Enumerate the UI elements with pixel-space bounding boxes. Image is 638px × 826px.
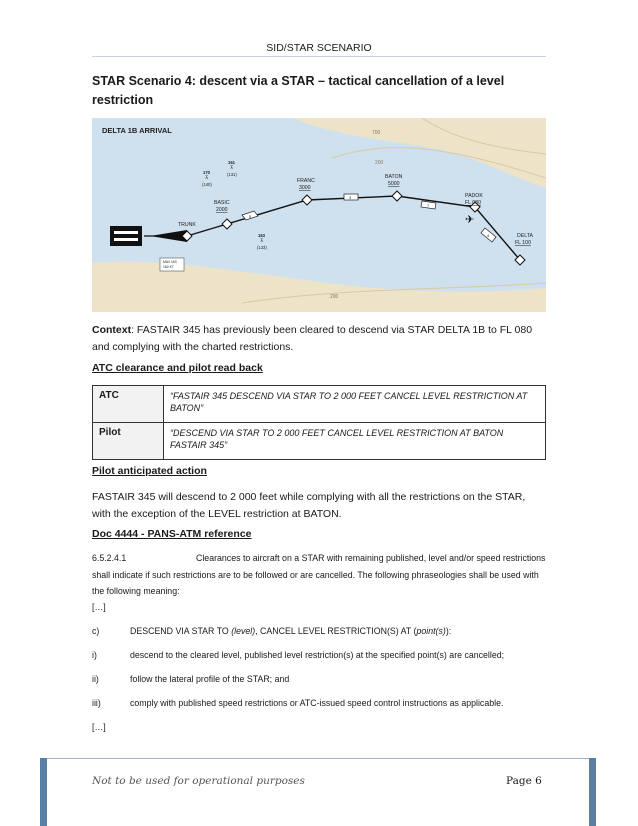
spot-height (257, 233, 267, 250)
ellipsis: […] (92, 602, 106, 612)
svg-text:FL 080: FL 080 (465, 200, 481, 206)
role-cell: ATC (93, 386, 164, 423)
pilot-action-text: FASTAIR 345 will descend to 2 000 feet while complying with all the restrictions on the STAR, with the exception of the LEVEL restriction at BATON. (92, 491, 526, 520)
svg-text:⊼: ⊼ (205, 175, 209, 180)
svg-text:170: 170 (203, 170, 210, 175)
fix-franc (297, 178, 315, 205)
phrase-cell: “FASTAIR 345 DESCEND VIA STAR TO 2 000 FEET CANCEL LEVEL RESTRICTION AT BATON” (164, 386, 546, 423)
spot-height (227, 160, 237, 177)
page-header: SID/STAR SCENARIO (266, 42, 372, 54)
context-paragraph (92, 322, 542, 355)
svg-text:DELTA: DELTA (517, 233, 533, 239)
fix-delta (515, 233, 533, 265)
footer-divider (40, 758, 596, 759)
svg-text:BASIC: BASIC (214, 200, 230, 206)
footer-bar-left (40, 758, 47, 826)
ellipsis: […] (92, 722, 106, 732)
svg-text:4: 4 (487, 233, 490, 238)
star-chart (92, 118, 546, 312)
list-key: c) (92, 626, 100, 636)
svg-text:3: 3 (349, 195, 352, 200)
spot-height (202, 170, 212, 187)
reference-number: 6.5.2.4.1 (92, 553, 127, 563)
svg-text:7: 7 (427, 203, 430, 208)
fix-padok (465, 193, 483, 212)
phrase-cell: “DESCEND VIA STAR TO 2 000 FEET CANCEL LEVEL RESTRICTION AT BATON FASTAIR 345” (164, 423, 546, 460)
svg-text:FRANC: FRANC (297, 178, 315, 184)
svg-text:163: 163 (258, 233, 265, 238)
leg-marker (344, 194, 358, 200)
leg-marker (421, 201, 436, 209)
svg-text:161: 161 (228, 160, 235, 165)
svg-text:(140): (140) (202, 182, 212, 187)
context-text: : FASTAIR 345 has previously been cleared to descend via STAR DELTA 1B to FL 080 and complying with the charted restrictions. (92, 324, 533, 353)
reference-text: Clearances to aircraft on a STAR with remaining published, level and/or speed restrictions shall indicate if such restrictions are to be followed or are cancelled. The following phraseologies shall be used with the following meaning: (92, 553, 546, 596)
atc-clearance-table (92, 385, 546, 460)
contour-label: 200 (330, 294, 339, 300)
table-row (93, 386, 546, 423)
airport-symbol (110, 226, 142, 246)
svg-text:MAX IAS: MAX IAS (163, 260, 177, 264)
land-area-north (292, 118, 546, 188)
svg-text:BATON: BATON (385, 174, 403, 180)
header-divider (92, 56, 546, 57)
page-number: Page 6 (506, 775, 542, 787)
doc-section-heading: Doc 4444 - PANS-ATM reference (92, 528, 252, 540)
reference-paragraph (92, 550, 546, 600)
list-item: i) descend to the cleared level, published level restriction(s) at the specified point(s) are cancelled; (92, 650, 505, 660)
context-label: Context (92, 324, 132, 336)
list-item: ii) follow the lateral profile of the STAR; and (92, 674, 290, 684)
svg-text:5000: 5000 (388, 181, 400, 187)
list-item: iii) comply with published speed restrictions or ATC-issued speed control instructions as applicable. (92, 698, 504, 708)
role-cell: Pilot (93, 423, 164, 460)
list-text: DESCEND VIA STAR TO (level), CANCEL LEVEL RESTRICTION(S) AT (point(s)): (130, 626, 452, 636)
atc-section-heading: ATC clearance and pilot read back (92, 362, 263, 374)
footer-bar-right (589, 758, 596, 826)
contour-label: 700 (372, 130, 381, 136)
aircraft-icon: ✈ (465, 214, 475, 226)
svg-text:(133): (133) (257, 245, 267, 250)
svg-text:5: 5 (249, 214, 252, 219)
svg-text:TRUNK: TRUNK (178, 222, 196, 228)
star-chart-svg (92, 118, 546, 312)
contour-label: 200 (375, 160, 384, 166)
svg-text:(131): (131) (227, 172, 237, 177)
svg-text:2000: 2000 (216, 207, 228, 213)
fix-basic (214, 200, 232, 229)
svg-text:3000: 3000 (299, 185, 311, 191)
svg-text:FL 100: FL 100 (515, 240, 531, 246)
footer-disclaimer: Not to be used for operational purposes (92, 775, 305, 787)
svg-text:160 KT: 160 KT (163, 265, 174, 269)
svg-text:⊼: ⊼ (230, 165, 234, 170)
table-row (93, 423, 546, 460)
pilot-section-heading: Pilot anticipated action (92, 465, 207, 477)
list-item-c (92, 626, 546, 640)
svg-text:PADOK: PADOK (465, 193, 483, 199)
document-title: STAR Scenario 4: descent via a STAR – tactical cancellation of a level restriction (92, 74, 505, 107)
chart-title: DELTA 1B ARRIVAL (102, 126, 172, 135)
svg-text:⊼: ⊼ (260, 238, 264, 243)
